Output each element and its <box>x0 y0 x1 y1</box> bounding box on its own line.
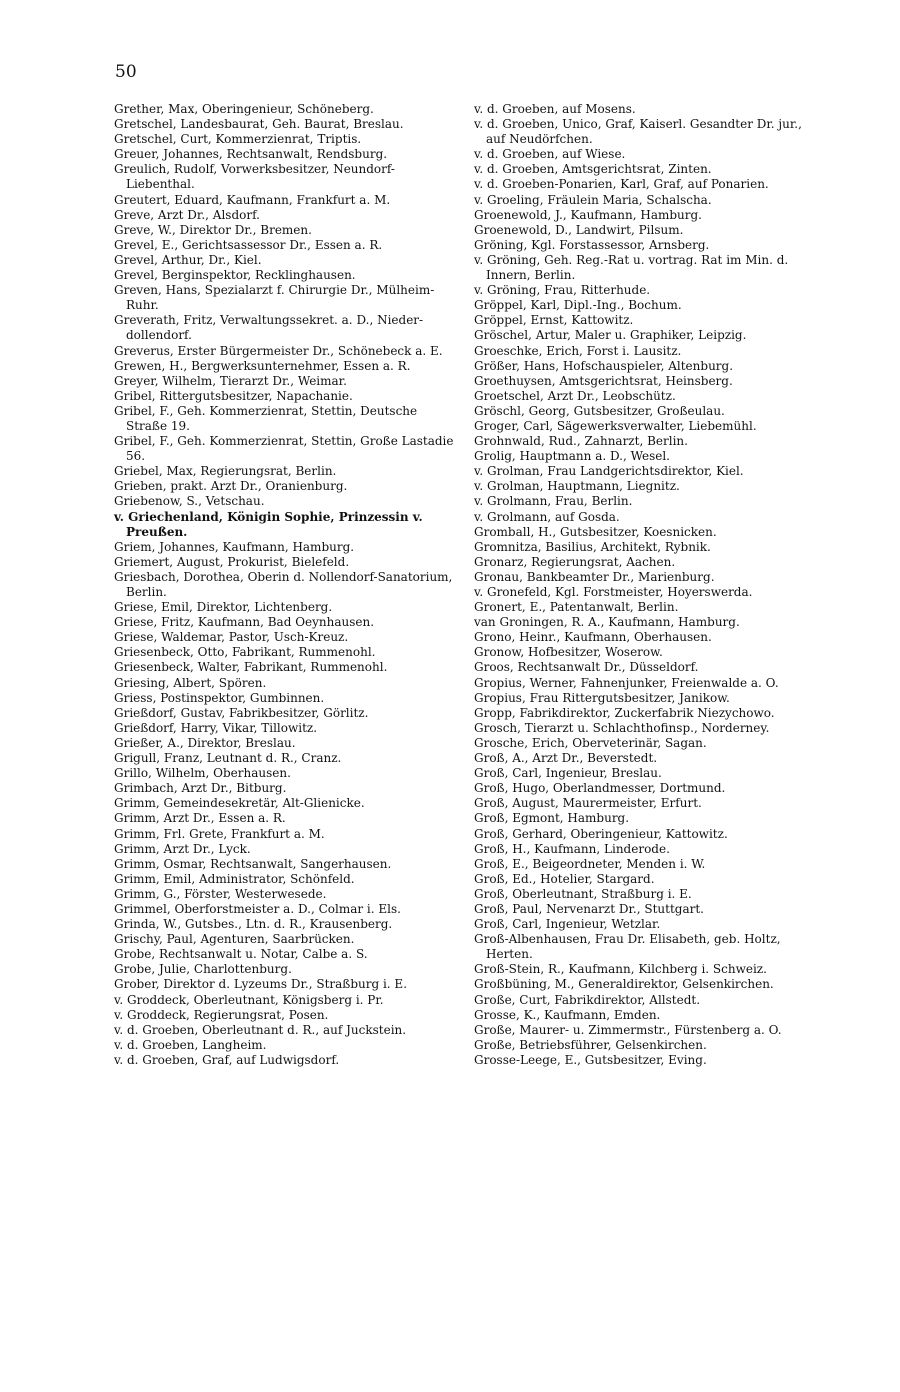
directory-entry: Grobe, Rechtsanwalt u. Notar, Calbe a. S. <box>114 947 368 962</box>
directory-entry: Grober, Direktor d. Lyzeums Dr., Straßburg i. E. <box>114 977 408 992</box>
directory-entry: Greyer, Wilhelm, Tierarzt Dr., Weimar. <box>114 373 347 388</box>
directory-entry: Gronow, Hofbesitzer, Woserow. <box>474 645 663 660</box>
directory-entry: Groethuysen, Amtsgerichtsrat, Heinsberg. <box>474 373 733 388</box>
directory-entry: Grosche, Erich, Oberveterinär, Sagan. <box>474 735 707 750</box>
directory-entry: Griesbach, Dorothea, Oberin d. Nollendorf-Sanatorium, Berlin. <box>114 569 453 599</box>
page-number: 50 <box>115 62 137 82</box>
directory-entry: Grosch, Tierarzt u. Schlachthofinsp., Norderney. <box>474 720 770 735</box>
directory-entry: Groß, Egmont, Hamburg. <box>474 811 630 826</box>
directory-entry: v. Gronefeld, Kgl. Forstmeister, Hoyerswerda. <box>474 585 753 599</box>
directory-entry: Gropp, Fabrikdirektor, Zuckerfabrik Niezychowo. <box>474 705 775 720</box>
directory-entry: Gretschel, Curt, Kommerzienrat, Triptis. <box>114 132 362 147</box>
directory-entry: Groß, H., Kaufmann, Linderode. <box>474 841 670 856</box>
directory-entry: Gröppel, Karl, Dipl.-Ing., Bochum. <box>474 298 682 313</box>
directory-entry: Grimm, Frl. Grete, Frankfurt a. M. <box>114 826 325 841</box>
directory-entry: Grolig, Hauptmann a. D., Wesel. <box>474 449 670 464</box>
directory-entry: v. d. Groeben, Oberleutnant d. R., auf Juckstein. <box>114 1022 407 1037</box>
directory-entry: Grewen, H., Bergwerksunternehmer, Essen a. R. <box>114 358 411 373</box>
directory-entry: Greverus, Erster Bürgermeister Dr., Schönebeck a. E. <box>114 343 443 358</box>
directory-entry: v. d. Groeben, Unico, Graf, Kaiserl. Gesandter Dr. jur., auf Neudörfchen. <box>474 117 802 147</box>
directory-entry: v. Grolmann, auf Gosda. <box>474 509 620 524</box>
directory-entry: Grimm, G., Förster, Westerwesede. <box>114 886 327 901</box>
directory-entry: Gromball, H., Gutsbesitzer, Koesnicken. <box>474 524 717 539</box>
directory-entry: Griese, Emil, Direktor, Lichtenberg. <box>114 600 333 615</box>
directory-entry: Groß-Stein, R., Kaufmann, Kilchberg i. Schweiz. <box>474 962 767 977</box>
directory-entry: Grohnwald, Rud., Zahnarzt, Berlin. <box>474 434 688 449</box>
directory-entry: van Groningen, R. A., Kaufmann, Hamburg. <box>474 615 740 630</box>
directory-entry: Greven, Hans, Spezialarzt f. Chirurgie Dr., Mülheim-Ruhr. <box>114 283 435 313</box>
directory-entry: Gromnitza, Basilius, Architekt, Rybnik. <box>474 539 711 554</box>
directory-entry: Groger, Carl, Sägewerksverwalter, Liebemühl. <box>474 418 757 433</box>
right-column <box>474 102 818 1068</box>
directory-entry: Gropius, Werner, Fahnenjunker, Freienwalde a. O. <box>474 675 779 690</box>
directory-entry: Gronarz, Regierungsrat, Aachen. <box>474 554 676 569</box>
directory-entry: v. Gröning, Geh. Reg.-Rat u. vortrag. Rat im Min. d. Innern, Berlin. <box>474 252 789 283</box>
directory-entry: Greve, W., Direktor Dr., Bremen. <box>114 222 312 237</box>
directory-entry: Grießer, A., Direktor, Breslau. <box>114 735 296 750</box>
directory-entry: Grevel, Arthur, Dr., Kiel. <box>114 252 262 267</box>
directory-entry: Grimm, Osmar, Rechtsanwalt, Sangerhausen. <box>114 856 392 871</box>
directory-entry: Gronert, E., Patentanwalt, Berlin. <box>474 600 679 615</box>
directory-entry: v. d. Groeben-Ponarien, Karl, Graf, auf Ponarien. <box>474 177 769 192</box>
directory-entry: Groß, August, Maurermeister, Erfurt. <box>474 796 702 811</box>
directory-entry: v. d. Groeben, auf Wiese. <box>474 147 626 162</box>
directory-entry: Größer, Hans, Hofschauspieler, Altenburg. <box>474 358 734 373</box>
directory-entry: Grono, Heinr., Kaufmann, Oberhausen. <box>474 630 712 645</box>
directory-entry: Griese, Waldemar, Pastor, Usch-Kreuz. <box>114 630 349 645</box>
directory-entry: Große, Curt, Fabrikdirektor, Allstedt. <box>474 992 701 1007</box>
directory-entry: v. Grolman, Frau Landgerichtsdirektor, Kiel. <box>474 464 744 479</box>
directory-entry: Groß, Paul, Nervenarzt Dr., Stuttgart. <box>474 901 704 916</box>
directory-entry: Griesenbeck, Walter, Fabrikant, Rummenohl. <box>114 660 388 675</box>
directory-entry: Grinda, W., Gutsbes., Ltn. d. R., Krausenberg. <box>114 917 393 932</box>
directory-entry: Greuer, Johannes, Rechtsanwalt, Rendsburg. <box>114 147 388 162</box>
directory-entry: Griebenow, S., Vetschau. <box>114 494 265 509</box>
directory-entry: Grießdorf, Gustav, Fabrikbesitzer, Görlitz. <box>114 705 369 720</box>
directory-entry: Groß-Albenhausen, Frau Dr. Elisabeth, geb. Holtz, Herten. <box>474 932 781 962</box>
directory-entry: Gröppel, Ernst, Kattowitz. <box>474 313 634 328</box>
directory-entry: v. d. Groeben, Langheim. <box>114 1037 267 1052</box>
directory-entry: v. Griechenland, Königin Sophie, Prinzessin v. Preußen. <box>114 509 423 539</box>
directory-entry: Grimm, Arzt Dr., Lyck. <box>114 841 251 856</box>
directory-entry: Grillo, Wilhelm, Oberhausen. <box>114 766 291 781</box>
directory-entry: Gröschl, Georg, Gutsbesitzer, Großeulau. <box>474 403 725 418</box>
directory-entry: Große, Betriebsführer, Gelsenkirchen. <box>474 1037 707 1052</box>
directory-entry: Groß, Oberleutnant, Straßburg i. E. <box>474 886 692 901</box>
directory-entry: Gronau, Bankbeamter Dr., Marienburg. <box>474 569 715 584</box>
directory-entry: Groß, Carl, Ingenieur, Breslau. <box>474 766 662 781</box>
directory-entry: Groß, A., Arzt Dr., Beverstedt. <box>474 751 658 766</box>
directory-entry: Greverath, Fritz, Verwaltungssekret. a. D., Nieder-dollendorf. <box>114 313 424 343</box>
directory-entry: Grimm, Emil, Administrator, Schönfeld. <box>114 871 355 886</box>
directory-entry: Griem, Johannes, Kaufmann, Hamburg. <box>114 539 355 554</box>
directory-entry: Greulich, Rudolf, Vorwerksbesitzer, Neundorf-Liebenthal. <box>114 162 395 192</box>
directory-entry: Grigull, Franz, Leutnant d. R., Cranz. <box>114 751 342 766</box>
directory-entry: Griebel, Max, Regierungsrat, Berlin. <box>114 464 337 479</box>
directory-entry: Grevel, Berginspektor, Recklinghausen. <box>114 268 356 283</box>
directory-entry: Griemert, August, Prokurist, Bielefeld. <box>114 554 350 569</box>
directory-entry: Grimm, Arzt Dr., Essen a. R. <box>114 811 286 826</box>
directory-entry: Gropius, Frau Rittergutsbesitzer, Janikow. <box>474 690 730 705</box>
directory-entry: v. d. Groeben, Graf, auf Ludwigsdorf. <box>114 1052 340 1067</box>
directory-entry: Gretschel, Landesbaurat, Geh. Baurat, Breslau. <box>114 117 404 132</box>
directory-entry: Grether, Max, Oberingenieur, Schöneberg. <box>114 102 374 116</box>
directory-entry: Gröning, Kgl. Forstassessor, Arnsberg. <box>474 237 710 252</box>
directory-entry: v. Groeling, Fräulein Maria, Schalscha. <box>474 192 712 207</box>
directory-entry: Grischy, Paul, Agenturen, Saarbrücken. <box>114 932 355 947</box>
directory-entry: Griesing, Albert, Spören. <box>114 675 267 690</box>
directory-entry: v. d. Groeben, auf Mosens. <box>474 102 636 116</box>
directory-entry: Grosse-Leege, E., Gutsbesitzer, Eving. <box>474 1052 707 1067</box>
directory-entry: Groß, Gerhard, Oberingenieur, Kattowitz. <box>474 826 728 841</box>
directory-entry: Grießdorf, Harry, Vikar, Tillowitz. <box>114 720 318 735</box>
directory-entry: Groß, Hugo, Oberlandmesser, Dortmund. <box>474 781 726 796</box>
directory-entry: v. Groddeck, Regierungsrat, Posen. <box>114 1007 329 1022</box>
directory-entry: Grevel, E., Gerichtsassessor Dr., Essen a. R. <box>114 237 383 252</box>
directory-entry: Groos, Rechtsanwalt Dr., Düsseldorf. <box>474 660 699 675</box>
directory-entry: v. Groddeck, Oberleutnant, Königsberg i. Pr. <box>114 992 384 1007</box>
directory-entry: Gribel, F., Geh. Kommerzienrat, Stettin, Deutsche Straße 19. <box>114 403 418 433</box>
directory-entry: Griese, Fritz, Kaufmann, Bad Oeynhausen. <box>114 615 375 630</box>
left-column <box>114 102 458 1068</box>
directory-entry: Grosse, K., Kaufmann, Emden. <box>474 1007 661 1022</box>
directory-entry: Groß, E., Beigeordneter, Menden i. W. <box>474 856 706 871</box>
directory-entry: Greutert, Eduard, Kaufmann, Frankfurt a. M. <box>114 192 391 207</box>
directory-entry: v. d. Groeben, Amtsgerichtsrat, Zinten. <box>474 162 712 177</box>
directory-entry: Griess, Postinspektor, Gumbinnen. <box>114 690 325 705</box>
directory-entry: Groetschel, Arzt Dr., Leobschütz. <box>474 388 676 403</box>
directory-entry: Groeschke, Erich, Forst i. Lausitz. <box>474 343 682 358</box>
directory-entry: Groenewold, D., Landwirt, Pilsum. <box>474 222 684 237</box>
directory-entry: Groß, Carl, Ingenieur, Wetzlar. <box>474 917 661 932</box>
directory-entry: Gröschel, Artur, Maler u. Graphiker, Leipzig. <box>474 328 747 343</box>
directory-entry: Greve, Arzt Dr., Alsdorf. <box>114 207 260 222</box>
directory-entry: v. Gröning, Frau, Ritterhude. <box>474 283 651 298</box>
directory-entry: Große, Maurer- u. Zimmermstr., Fürstenberg a. O. <box>474 1022 782 1037</box>
directory-entry: Groß, Ed., Hotelier, Stargard. <box>474 871 655 886</box>
directory-entry: Grimm, Gemeindesekretär, Alt-Glienicke. <box>114 796 365 811</box>
directory-entry: Grimbach, Arzt Dr., Bitburg. <box>114 781 287 796</box>
directory-entry: Grobe, Julie, Charlottenburg. <box>114 962 292 977</box>
directory-entry: Griesenbeck, Otto, Fabrikant, Rummenohl. <box>114 645 376 660</box>
directory-entry: v. Grolmann, Frau, Berlin. <box>474 494 633 509</box>
directory-entry: Gribel, F., Geh. Kommerzienrat, Stettin, Große Lastadie 56. <box>114 434 454 464</box>
directory-entry: Großbüning, M., Generaldirektor, Gelsenkirchen. <box>474 977 774 992</box>
directory-entry: Grimmel, Oberforstmeister a. D., Colmar i. Els. <box>114 901 401 916</box>
directory-entry: Grieben, prakt. Arzt Dr., Oranienburg. <box>114 479 348 494</box>
directory-entry: Gribel, Rittergutsbesitzer, Napachanie. <box>114 388 353 403</box>
directory-entry: v. Grolman, Hauptmann, Liegnitz. <box>474 479 680 494</box>
directory-entry: Groenewold, J., Kaufmann, Hamburg. <box>474 207 702 222</box>
